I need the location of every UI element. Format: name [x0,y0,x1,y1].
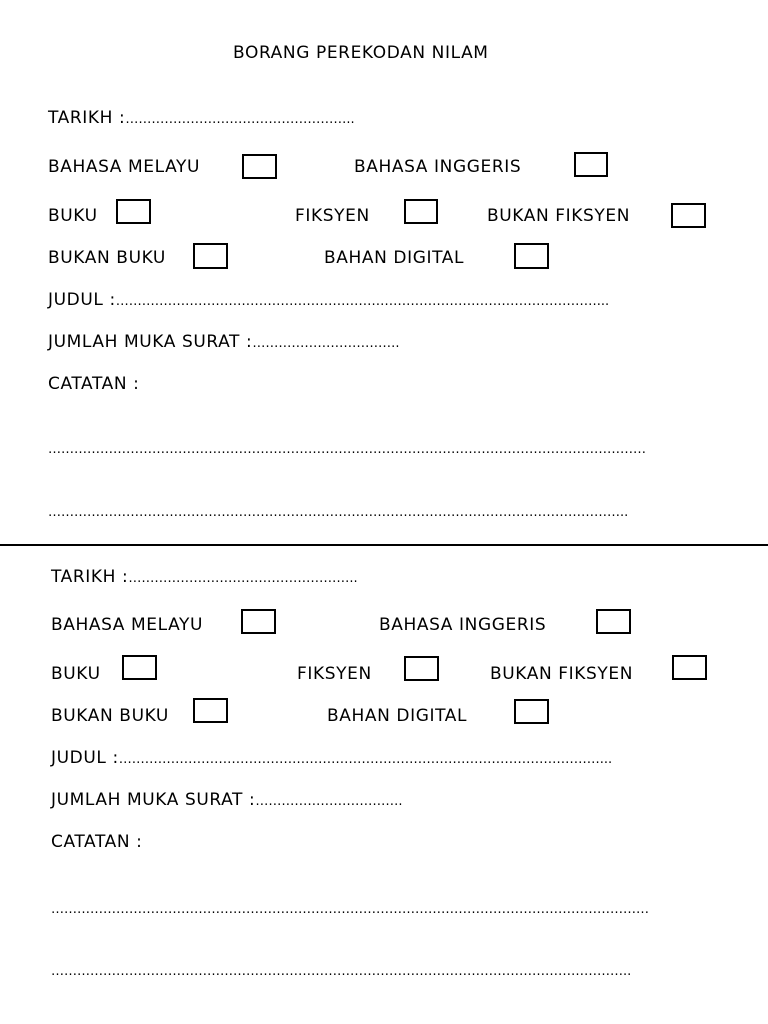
bukan-buku-label: BUKAN BUKU [51,706,169,726]
jumlah-muka-surat-label [51,790,403,812]
judul-label-text: JUDUL : [51,748,119,768]
buku-checkbox[interactable] [122,655,157,680]
bahasa-melayu-label: BAHASA MELAYU [51,615,204,635]
tarikh-field[interactable]: …………………………………………….. [125,112,355,127]
catatan-label: CATATAN : [51,832,143,852]
bukan-fiksyen-label: BUKAN FIKSYEN [487,206,631,226]
buku-label: BUKU [51,664,101,684]
bahasa-melayu-label: BAHASA MELAYU [48,157,201,177]
bahan-digital-checkbox[interactable] [514,699,549,724]
catatan-line-1[interactable]: ………………………………………………………………………………………………………………………… [48,442,646,457]
bukan-buku-checkbox[interactable] [193,243,228,269]
jumlah-label-text: JUMLAH MUKA SURAT : [48,332,253,352]
bahasa-melayu-checkbox[interactable] [242,154,277,179]
bahan-digital-label: BAHAN DIGITAL [327,706,468,726]
bukan-fiksyen-label: BUKAN FIKSYEN [490,664,634,684]
bahasa-inggeris-label: BAHASA INGGERIS [379,615,547,635]
jumlah-label-text: JUMLAH MUKA SURAT : [51,790,256,810]
jumlah-muka-surat-label [48,332,400,354]
fiksyen-checkbox[interactable] [404,656,439,681]
bukan-buku-label: BUKAN BUKU [48,248,166,268]
bahasa-inggeris-checkbox[interactable] [596,609,631,634]
judul-field[interactable]: …………………………………………………………………………………………………... [115,294,610,309]
catatan-line-2[interactable]: …………………………………………………………………………………………………………………….. [48,505,629,520]
fiksyen-label: FIKSYEN [295,206,370,226]
bukan-buku-checkbox[interactable] [193,698,228,723]
bukan-fiksyen-checkbox[interactable] [672,655,707,680]
bukan-fiksyen-checkbox[interactable] [671,203,706,228]
judul-label [51,748,612,770]
jumlah-muka-surat-field[interactable]: ……………………………. [252,336,400,351]
tarikh-label [48,108,355,130]
bahasa-inggeris-label: BAHASA INGGERIS [354,157,522,177]
page-title: BORANG PEREKODAN NILAM [233,43,489,63]
tarikh-label [51,567,358,589]
catatan-label: CATATAN : [48,374,140,394]
fiksyen-checkbox[interactable] [404,199,438,224]
bahan-digital-label: BAHAN DIGITAL [324,248,465,268]
jumlah-muka-surat-field[interactable]: ……………………………. [255,794,403,809]
judul-field[interactable]: …………………………………………………………………………………………………... [118,752,613,767]
buku-checkbox[interactable] [116,199,151,224]
buku-label: BUKU [48,206,98,226]
tarikh-field[interactable]: …………………………………………….. [128,571,358,586]
bahasa-melayu-checkbox[interactable] [241,609,276,634]
tarikh-label-text: TARIKH : [48,108,126,128]
tarikh-label-text: TARIKH : [51,567,129,587]
catatan-line-2[interactable]: …………………………………………………………………………………………………………………….. [51,964,632,979]
form-divider [0,544,768,546]
judul-label [48,290,609,312]
catatan-line-1[interactable]: ………………………………………………………………………………………………………………………… [51,902,649,917]
fiksyen-label: FIKSYEN [297,664,372,684]
bahasa-inggeris-checkbox[interactable] [574,152,608,177]
bahan-digital-checkbox[interactable] [514,243,549,269]
judul-label-text: JUDUL : [48,290,116,310]
